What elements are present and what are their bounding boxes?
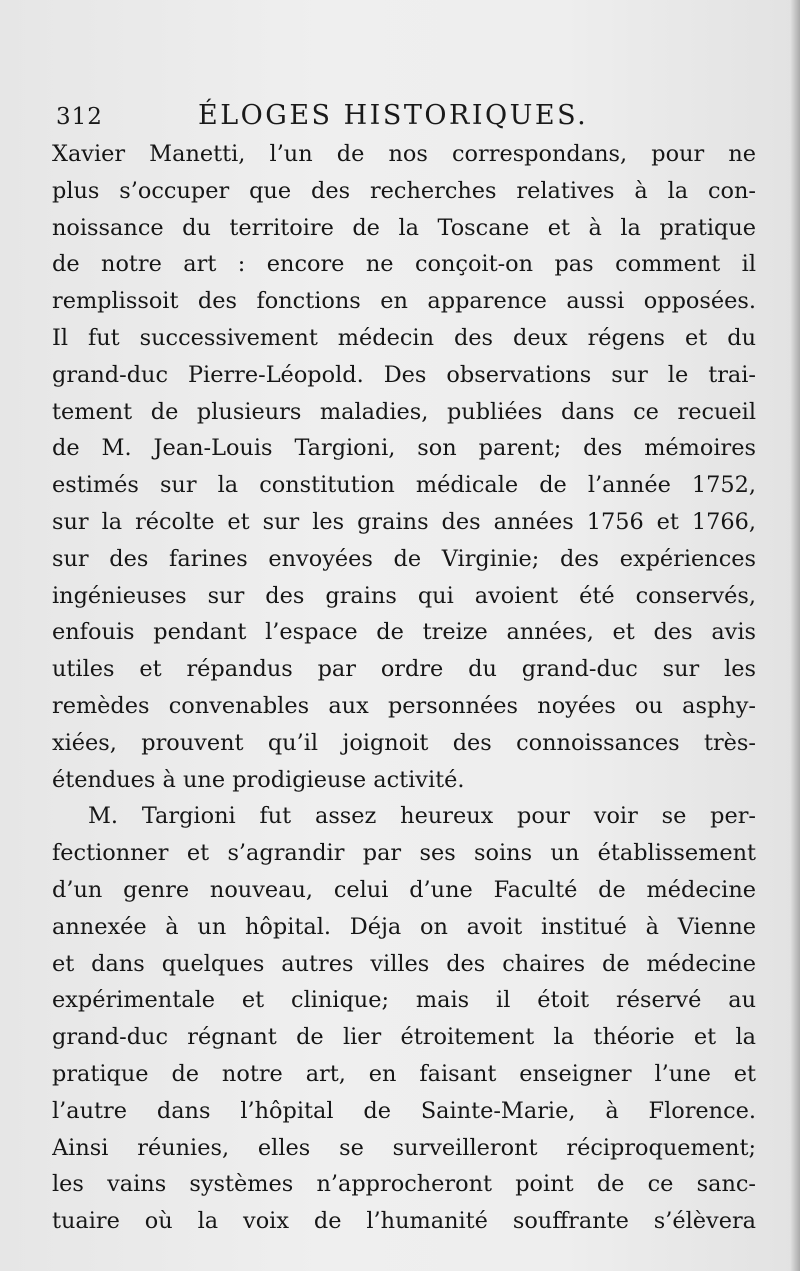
paragraph-end-line: étendues à une prodigieuse activité. <box>52 766 465 793</box>
text-line: grand-duc régnant de lier étroitement la théorie et la <box>52 1024 756 1051</box>
text-line: tuaire où la voix de l’humanité souffrante s’élèvera <box>52 1208 756 1235</box>
text-line: sur des farines envoyées de Virginie; des expériences <box>52 545 756 572</box>
page-edge-shadow <box>790 0 800 1271</box>
text-line: et dans quelques autres villes des chaires de médecine <box>52 950 756 977</box>
text-line: noissance du territoire de la Toscane et à la pratique <box>52 214 756 241</box>
text-line: de notre art : encore ne conçoit-on pas comment il <box>52 251 756 278</box>
text-line: annexée à un hôpital. Déja on avoit institué à Vienne <box>52 913 756 940</box>
text-line: les vains systèmes n’approcheront point de ce sanc- <box>52 1171 756 1198</box>
text-line: Ainsi réunies, elles se surveilleront réciproquement; <box>52 1134 756 1161</box>
page-header <box>52 98 752 138</box>
page-number: 312 <box>56 104 103 130</box>
text-line: plus s’occuper que des recherches relatives à la con- <box>52 177 756 204</box>
text-line: remèdes convenables aux personnées noyées ou asphy- <box>52 692 756 719</box>
text-line: remplissoit des fonctions en apparence aussi opposées. <box>52 288 756 315</box>
text-line: tement de plusieurs maladies, publiées dans ce recueil <box>52 398 756 425</box>
body-text <box>52 136 756 1240</box>
text-line: l’autre dans l’hôpital de Sainte-Marie, à Florence. <box>52 1097 756 1124</box>
text-line: pratique de notre art, en faisant enseigner l’une et <box>52 1060 756 1087</box>
text-line: enfouis pendant l’espace de treize années, et des avis <box>52 619 756 646</box>
text-line: ingénieuses sur des grains qui avoient été conservés, <box>52 582 756 609</box>
text-line: utiles et répandus par ordre du grand-duc sur les <box>52 656 756 683</box>
text-line: de M. Jean-Louis Targioni, son parent; des mémoires <box>52 435 756 462</box>
text-line: grand-duc Pierre-Léopold. Des observations sur le trai- <box>52 361 756 388</box>
text-line: expérimentale et clinique; mais il étoit réservé au <box>52 987 756 1014</box>
text-line: fectionner et s’agrandir par ses soins un établissement <box>52 840 756 867</box>
text-line: sur la récolte et sur les grains des années 1756 et 1766, <box>52 508 756 535</box>
text-line: xiées, prouvent qu’il joignoit des connoissances très- <box>52 729 756 756</box>
text-line: estimés sur la constitution médicale de l’année 1752, <box>52 472 756 499</box>
text-line: d’un genre nouveau, celui d’une Faculté de médecine <box>52 876 756 903</box>
paragraph-start-line: M. Targioni fut assez heureux pour voir se per- <box>88 803 756 830</box>
text-line: Xavier Manetti, l’un de nos correspondans, pour ne <box>52 141 756 167</box>
running-title: ÉLOGES HISTORIQUES. <box>198 100 589 131</box>
text-line: Il fut successivement médecin des deux régens et du <box>52 324 756 351</box>
